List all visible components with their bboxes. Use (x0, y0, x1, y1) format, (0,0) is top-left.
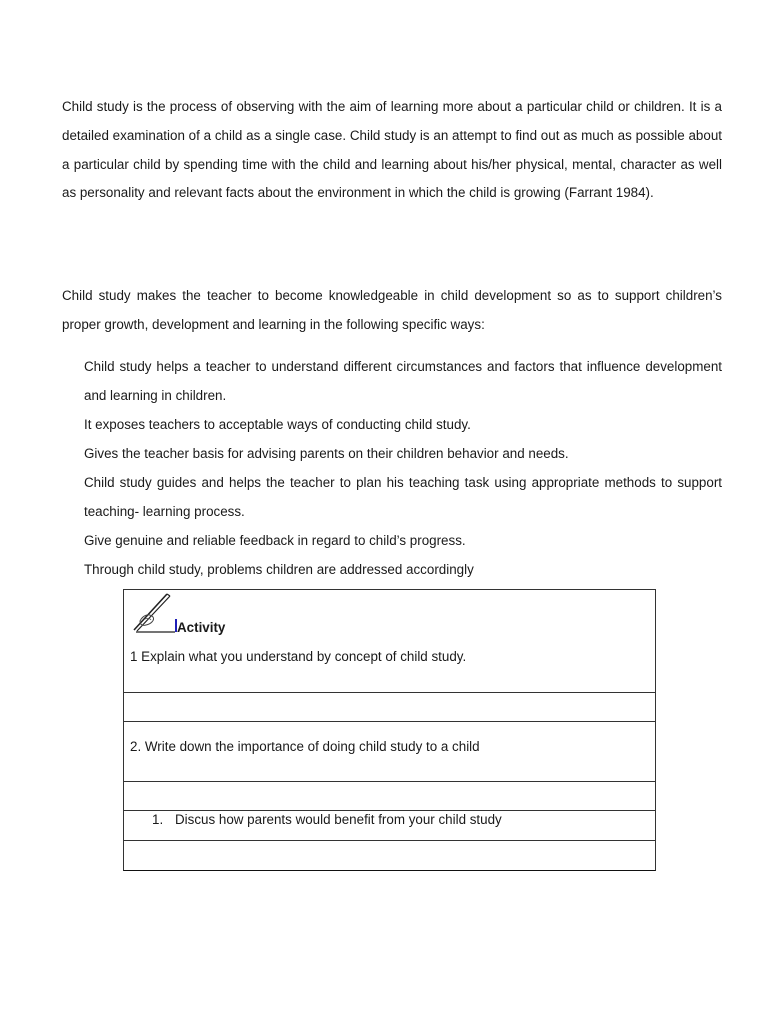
answer-divider (123, 810, 656, 811)
activity-title: Activity (177, 620, 226, 635)
question-3 (152, 812, 502, 827)
answer-divider (123, 721, 656, 722)
list-item: Give genuine and reliable feedback in regard to child’s progress. (84, 533, 466, 548)
benefits-list (84, 352, 722, 584)
question-3-number: 1. (152, 812, 164, 827)
importance-paragraph: Child study makes the teacher to become knowledgeable in child development so as to support children’s proper growth, development and learning in the following specific ways: (62, 288, 722, 332)
activity-box (123, 589, 656, 871)
list-item: It exposes teachers to acceptable ways of conducting child study. (84, 417, 471, 432)
question-2: 2. Write down the importance of doing child study to a child (130, 739, 480, 754)
answer-divider (123, 692, 656, 693)
pencil-writing-icon (131, 591, 177, 633)
answer-divider (123, 840, 656, 841)
list-item: Child study guides and helps the teacher to plan his teaching task using appropriate methods to support teaching- learning process. (84, 475, 722, 519)
intro-paragraph: Child study is the process of observing with the aim of learning more about a particular child or children. It is a detailed examination of a child as a single case. Child study is an attempt to find out as much as possible about a particular child by spending time with the child and learning about his/her physical, mental, character as well as personality and relevant facts about the environment in which the child is growing (Farrant 1984). (62, 99, 722, 201)
list-item: Child study helps a teacher to understand different circumstances and factors that influence development and learning in children. (84, 359, 722, 403)
answer-divider (123, 781, 656, 782)
list-item: Through child study, problems children are addressed accordingly (84, 562, 474, 577)
list-item: Gives the teacher basis for advising parents on their children behavior and needs. (84, 446, 569, 461)
question-1: 1 Explain what you understand by concept of child study. (130, 649, 467, 664)
question-3-text: Discus how parents would benefit from your child study (175, 812, 502, 827)
